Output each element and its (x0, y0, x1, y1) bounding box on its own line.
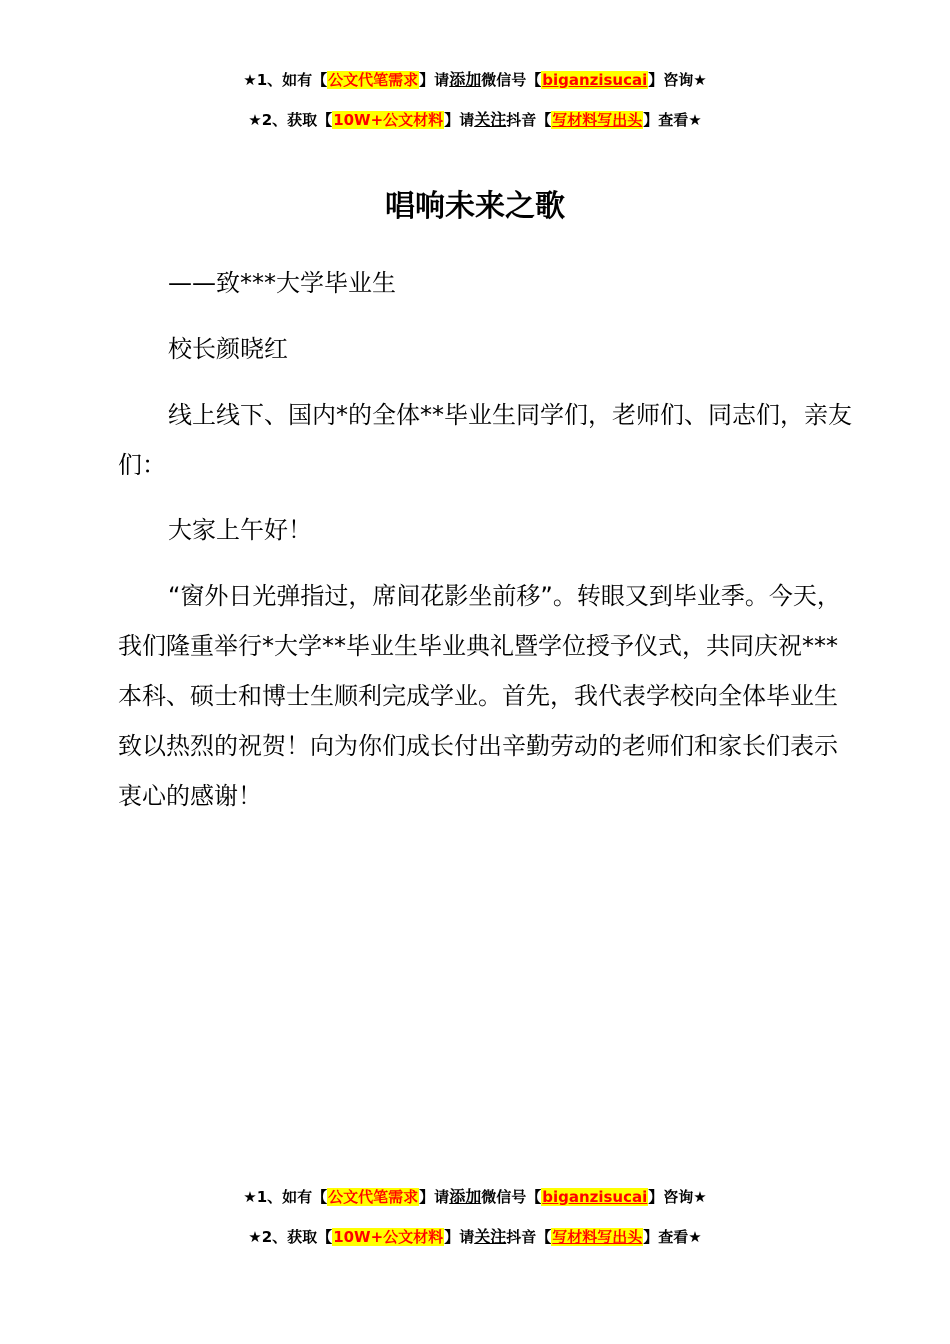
footer-2-suffix: 】查看★ (643, 1228, 702, 1246)
document-author (118, 324, 858, 374)
banner-2-suffix: 】查看★ (643, 111, 702, 129)
footer-2-emphasis: 关注 (474, 1227, 507, 1246)
banner-2-prefix: ★2、获取【 (248, 111, 333, 129)
banner-2-highlight-materials: 10W+公文材料 (333, 111, 444, 129)
footer-1-mid2: 微信号【 (481, 1188, 542, 1206)
footer-1-highlight-wechat: biganzisucai (542, 1188, 648, 1206)
header-banner (0, 70, 950, 130)
footer-1-mid: 】请 (419, 1188, 450, 1206)
document-title: 唱响未来之歌 (385, 189, 565, 224)
footer-banner-line-2 (0, 1227, 950, 1247)
footer-2-highlight-douyin: 写材料写出头 (552, 1228, 643, 1246)
footer-1-prefix: ★1、如有【 (243, 1188, 328, 1206)
banner-1-highlight-service: 公文代笔需求 (328, 71, 419, 89)
greeting-text: 大家上午好！ (168, 516, 312, 544)
banner-1-suffix: 】咨询★ (648, 71, 707, 89)
banner-2-mid: 】请 (444, 111, 475, 129)
greeting (118, 505, 858, 555)
banner-line-2 (0, 110, 950, 130)
footer-2-prefix: ★2、获取【 (248, 1228, 333, 1246)
footer-1-emphasis: 添加 (449, 1187, 482, 1206)
banner-1-prefix: ★1、如有【 (243, 71, 328, 89)
footer-2-mid2: 抖音【 (506, 1228, 552, 1246)
footer-banner-line-1 (0, 1187, 950, 1207)
banner-2-emphasis: 关注 (474, 110, 507, 129)
banner-2-mid2: 抖音【 (506, 111, 552, 129)
paragraph-1-text: “窗外日光弹指过，席间花影坐前移”。转眼又到毕业季。今天，我们隆重举行*大学**毕业生毕业典礼暨学位授予仪式，共同庆祝***本科、硕士和博士生顺利完成学业。首先，我代表学校向全体毕业生致以热烈的祝贺！向为你们成长付出辛勤劳动的老师们和家长们表示衷心的感谢！ (118, 582, 841, 810)
author-text: 校长颜晓红 (168, 335, 288, 363)
banner-2-highlight-douyin: 写材料写出头 (552, 111, 643, 129)
banner-1-emphasis: 添加 (449, 70, 482, 89)
body-paragraph (118, 571, 858, 821)
banner-line-1 (0, 70, 950, 90)
document-subtitle (118, 258, 858, 308)
banner-1-highlight-wechat: biganzisucai (542, 71, 648, 89)
footer-2-highlight-materials: 10W+公文材料 (333, 1228, 444, 1246)
banner-1-mid2: 微信号【 (481, 71, 542, 89)
footer-1-suffix: 】咨询★ (648, 1188, 707, 1206)
footer-1-highlight-service: 公文代笔需求 (328, 1188, 419, 1206)
salutation-text: 线上线下、国内*的全体**毕业生同学们，老师们、同志们，亲友们： (118, 401, 852, 479)
subtitle-text: ——致***大学毕业生 (168, 269, 396, 297)
footer-2-mid: 】请 (444, 1228, 475, 1246)
footer-banner (0, 1187, 950, 1247)
banner-1-mid: 】请 (419, 71, 450, 89)
salutation (118, 390, 858, 490)
